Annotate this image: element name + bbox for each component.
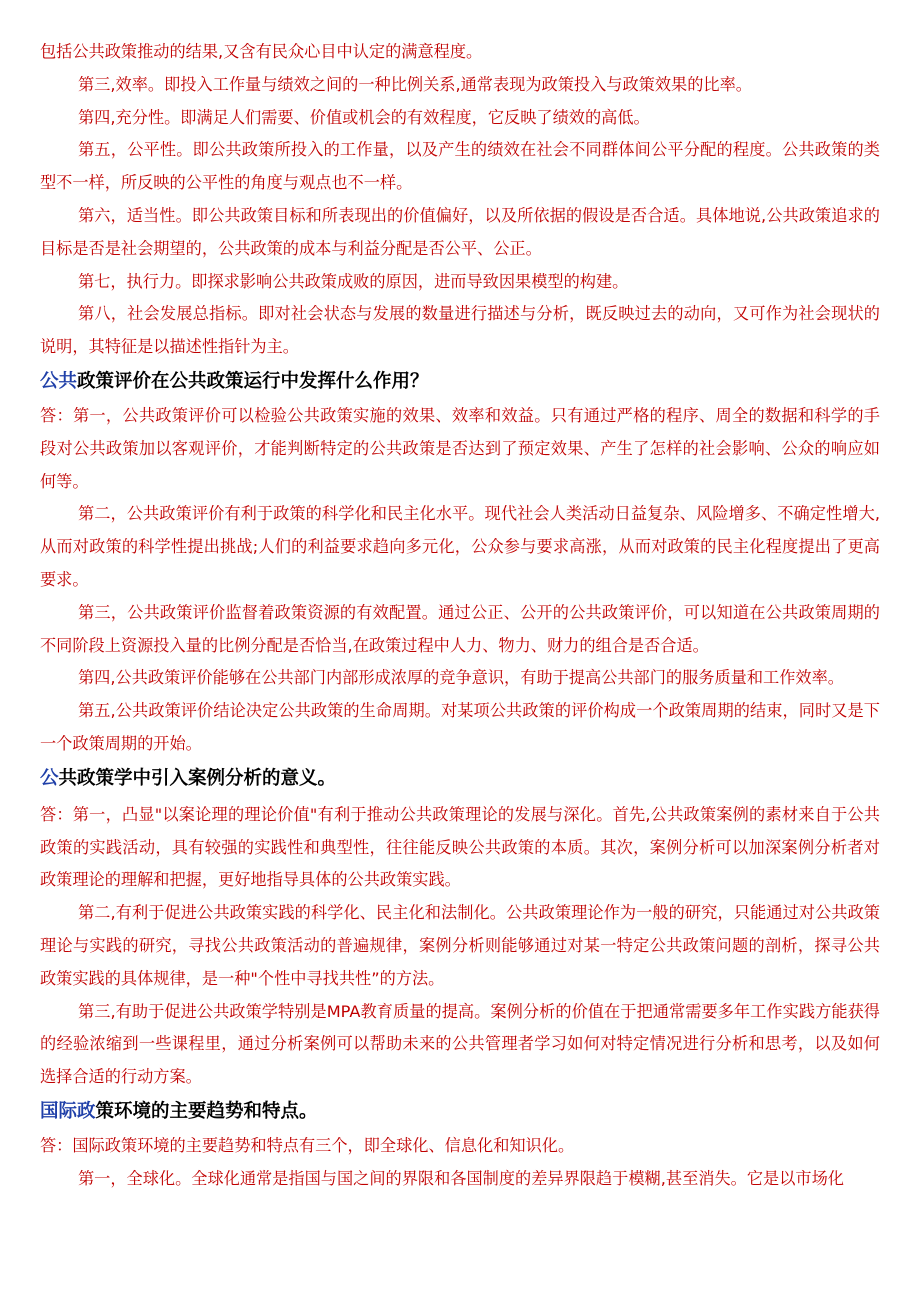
section-heading — [40, 364, 880, 400]
paragraph: 第二，公共政策评价有利于政策的科学化和民主化水平。现代社会人类活动日益复杂、风险增多、不确定性增大,从而对政策的科学性提出挑战;人们的利益要求趋向多元化，公众参与要求高涨，从而对政策的民主化程度提出了更高要求。 — [40, 504, 880, 589]
heading-highlight: 公共 — [40, 370, 78, 392]
paragraph: 第三，公共政策评价监督着政策资源的有效配置。通过公正、公开的公共政策评价，可以知道在公共政策周期的不同阶段上资源投入量的比例分配是否恰当,在政策过程中人力、物力、财力的组合是否合适。 — [40, 602, 880, 655]
heading-highlight: 公 — [40, 767, 59, 789]
paragraph: 第四,公共政策评价能够在公共部门内部形成浓厚的竞争意识，有助于提高公共部门的服务质量和工作效率。 — [78, 668, 844, 688]
heading-text: 策环境的主要趋势和特点。 — [95, 1100, 318, 1122]
paragraph: 第三,有助于促进公共政策学特别是MPA教育质量的提高。案例分析的价值在于把通常需要多年工作实践方能获得的经验浓缩到一些课程里，通过分析案例可以帮助未来的公共管理者学习如何对特定情况进行分析和思考，以及如何选择合适的行动方案。 — [40, 1001, 880, 1087]
section-heading — [40, 1094, 880, 1130]
paragraph: 第五，公平性。即公共政策所投入的工作量，以及产生的绩效在社会不同群体间公平分配的程度。公共政策的类型不一样，所反映的公平性的角度与观点也不一样。 — [40, 140, 880, 193]
paragraph: 第四,充分性。即满足人们需要、价值或机会的有效程度，它反映了绩效的高低。 — [78, 107, 650, 127]
paragraph: 第六，适当性。即公共政策目标和所表现出的价值偏好，以及所依据的假设是否合适。具体地说,公共政策追求的目标是否是社会期望的，公共政策的成本与利益分配是否公平、公正。 — [40, 205, 880, 258]
answer-paragraph: 答：第一，公共政策评价可以检验公共政策实施的效果、效率和效益。只有通过严格的程序、周全的数据和科学的手段对公共政策加以客观评价，才能判断特定的公共政策是否达到了预定效果、产生了怎样的社会影响、公众的响应如何等。 — [40, 405, 880, 491]
paragraph: 第二,有利于促进公共政策实践的科学化、民主化和法制化。公共政策理论作为一般的研究，只能通过对公共政策理论与实践的研究，寻找公共政策活动的普遍规律，案例分析则能够通过对某一特定公共政策问题的剖析，探寻公共政策实践的具体规律，是一种"个性中寻找共性”的方法。 — [40, 903, 880, 988]
paragraph: 第一，全球化。全球化通常是指国与国之间的界限和各国制度的差异界限趋于模糊,甚至消失。它是以市场化 — [78, 1168, 844, 1188]
paragraph: 第三,效率。即投入工作量与绩效之间的一种比例关系,通常表现为政策投入与政策效果的比率。 — [78, 74, 752, 94]
heading-text: 政策评价在公共政策运行中发挥什么作用？ — [77, 370, 429, 392]
answer-paragraph: 答：国际政策环境的主要趋势和特点有三个，即全球化、信息化和知识化。 — [40, 1135, 575, 1155]
answer-paragraph: 答：第一，凸显"以案论理的理论价值"有利于推动公共政策理论的发展与深化。首先,公共政策案例的素材来自于公共政策的实践活动，具有较强的实践性和典型性，往往能反映公共政策的本质。其次，案例分析可以加深案例分析者对政策理论的理解和把握，更好地指导具体的公共政策实践。 — [40, 804, 880, 890]
heading-text: 共政策学中引入案例分析的意义。 — [58, 767, 337, 789]
paragraph: 第八，社会发展总指标。即对社会状态与发展的数量进行描述与分析，既反映过去的动向，又可作为社会现状的说明，其特征是以描述性指针为主。 — [40, 304, 880, 357]
paragraph: 第五,公共政策评价结论决定公共政策的生命周期。对某项公共政策的评价构成一个政策周期的结束，同时又是下一个政策周期的开始。 — [40, 701, 880, 753]
paragraph: 第七，执行力。即探求影响公共政策成败的原因，进而导致因果模型的构建。 — [78, 271, 629, 291]
section-heading — [40, 761, 880, 797]
paragraph: 包括公共政策推动的结果,又含有民众心目中认定的满意程度。 — [40, 42, 483, 61]
heading-highlight: 国际政 — [40, 1100, 96, 1122]
